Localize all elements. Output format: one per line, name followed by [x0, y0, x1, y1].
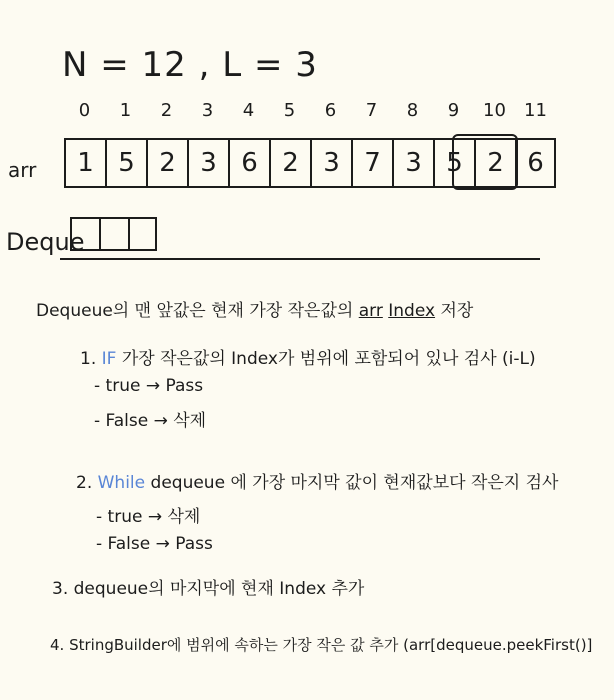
- array-index: 9: [447, 100, 460, 121]
- array-label: arr: [8, 158, 37, 182]
- array-index: 11: [524, 100, 547, 121]
- array-index: 6: [324, 100, 337, 121]
- array-cell: 1: [64, 138, 105, 188]
- header-n-l: N = 12 , L = 3: [62, 45, 318, 85]
- array-cell: 6: [515, 138, 556, 188]
- step-2-false: - False → Pass: [96, 534, 213, 554]
- step-1-true: - true → Pass: [94, 376, 204, 396]
- deque-cell: [128, 217, 157, 251]
- window-box: [452, 134, 518, 190]
- deque-cell: [70, 217, 99, 251]
- step-1: 1. IF 가장 작은값의 Index가 범위에 포함되어 있나 검사 (i-L): [80, 349, 536, 369]
- array-index: 5: [283, 100, 296, 121]
- array-cell: 3: [392, 138, 433, 188]
- array-index: 7: [365, 100, 378, 121]
- array-index: 8: [406, 100, 419, 121]
- array-cell: 2: [269, 138, 310, 188]
- array-cell: 5: [105, 138, 146, 188]
- step-2-true: - true → 삭제: [96, 507, 201, 527]
- array-index: 1: [119, 100, 132, 121]
- deque-cell: [99, 217, 128, 251]
- array-cell: 3: [187, 138, 228, 188]
- intro-line: Dequeue의 맨 앞값은 현재 가장 작은값의 arr Index 저장: [36, 301, 474, 321]
- array-index: 0: [78, 100, 91, 121]
- step-3: 3. dequeue의 마지막에 현재 Index 추가: [52, 579, 365, 599]
- array-cell: 2: [474, 138, 515, 188]
- step-1-false: - False → 삭제: [94, 411, 207, 431]
- array-cell: 2: [146, 138, 187, 188]
- divider: [60, 258, 540, 260]
- step-2: 2. While dequeue 에 가장 마지막 값이 현재값보다 작은지 검사: [76, 473, 559, 493]
- array-index: 10: [483, 100, 506, 121]
- array-cell: 3: [310, 138, 351, 188]
- array-cell: 6: [228, 138, 269, 188]
- step-4: 4. StringBuilder에 범위에 속하는 가장 작은 값 추가 (arr[dequeue.peekFirst()]: [50, 636, 593, 654]
- array-index: 3: [201, 100, 214, 121]
- array-cell: 7: [351, 138, 392, 188]
- array-cell: 5: [433, 138, 474, 188]
- array-index: 4: [242, 100, 255, 121]
- deque-label: Deque: [6, 228, 85, 256]
- array-index: 2: [160, 100, 173, 121]
